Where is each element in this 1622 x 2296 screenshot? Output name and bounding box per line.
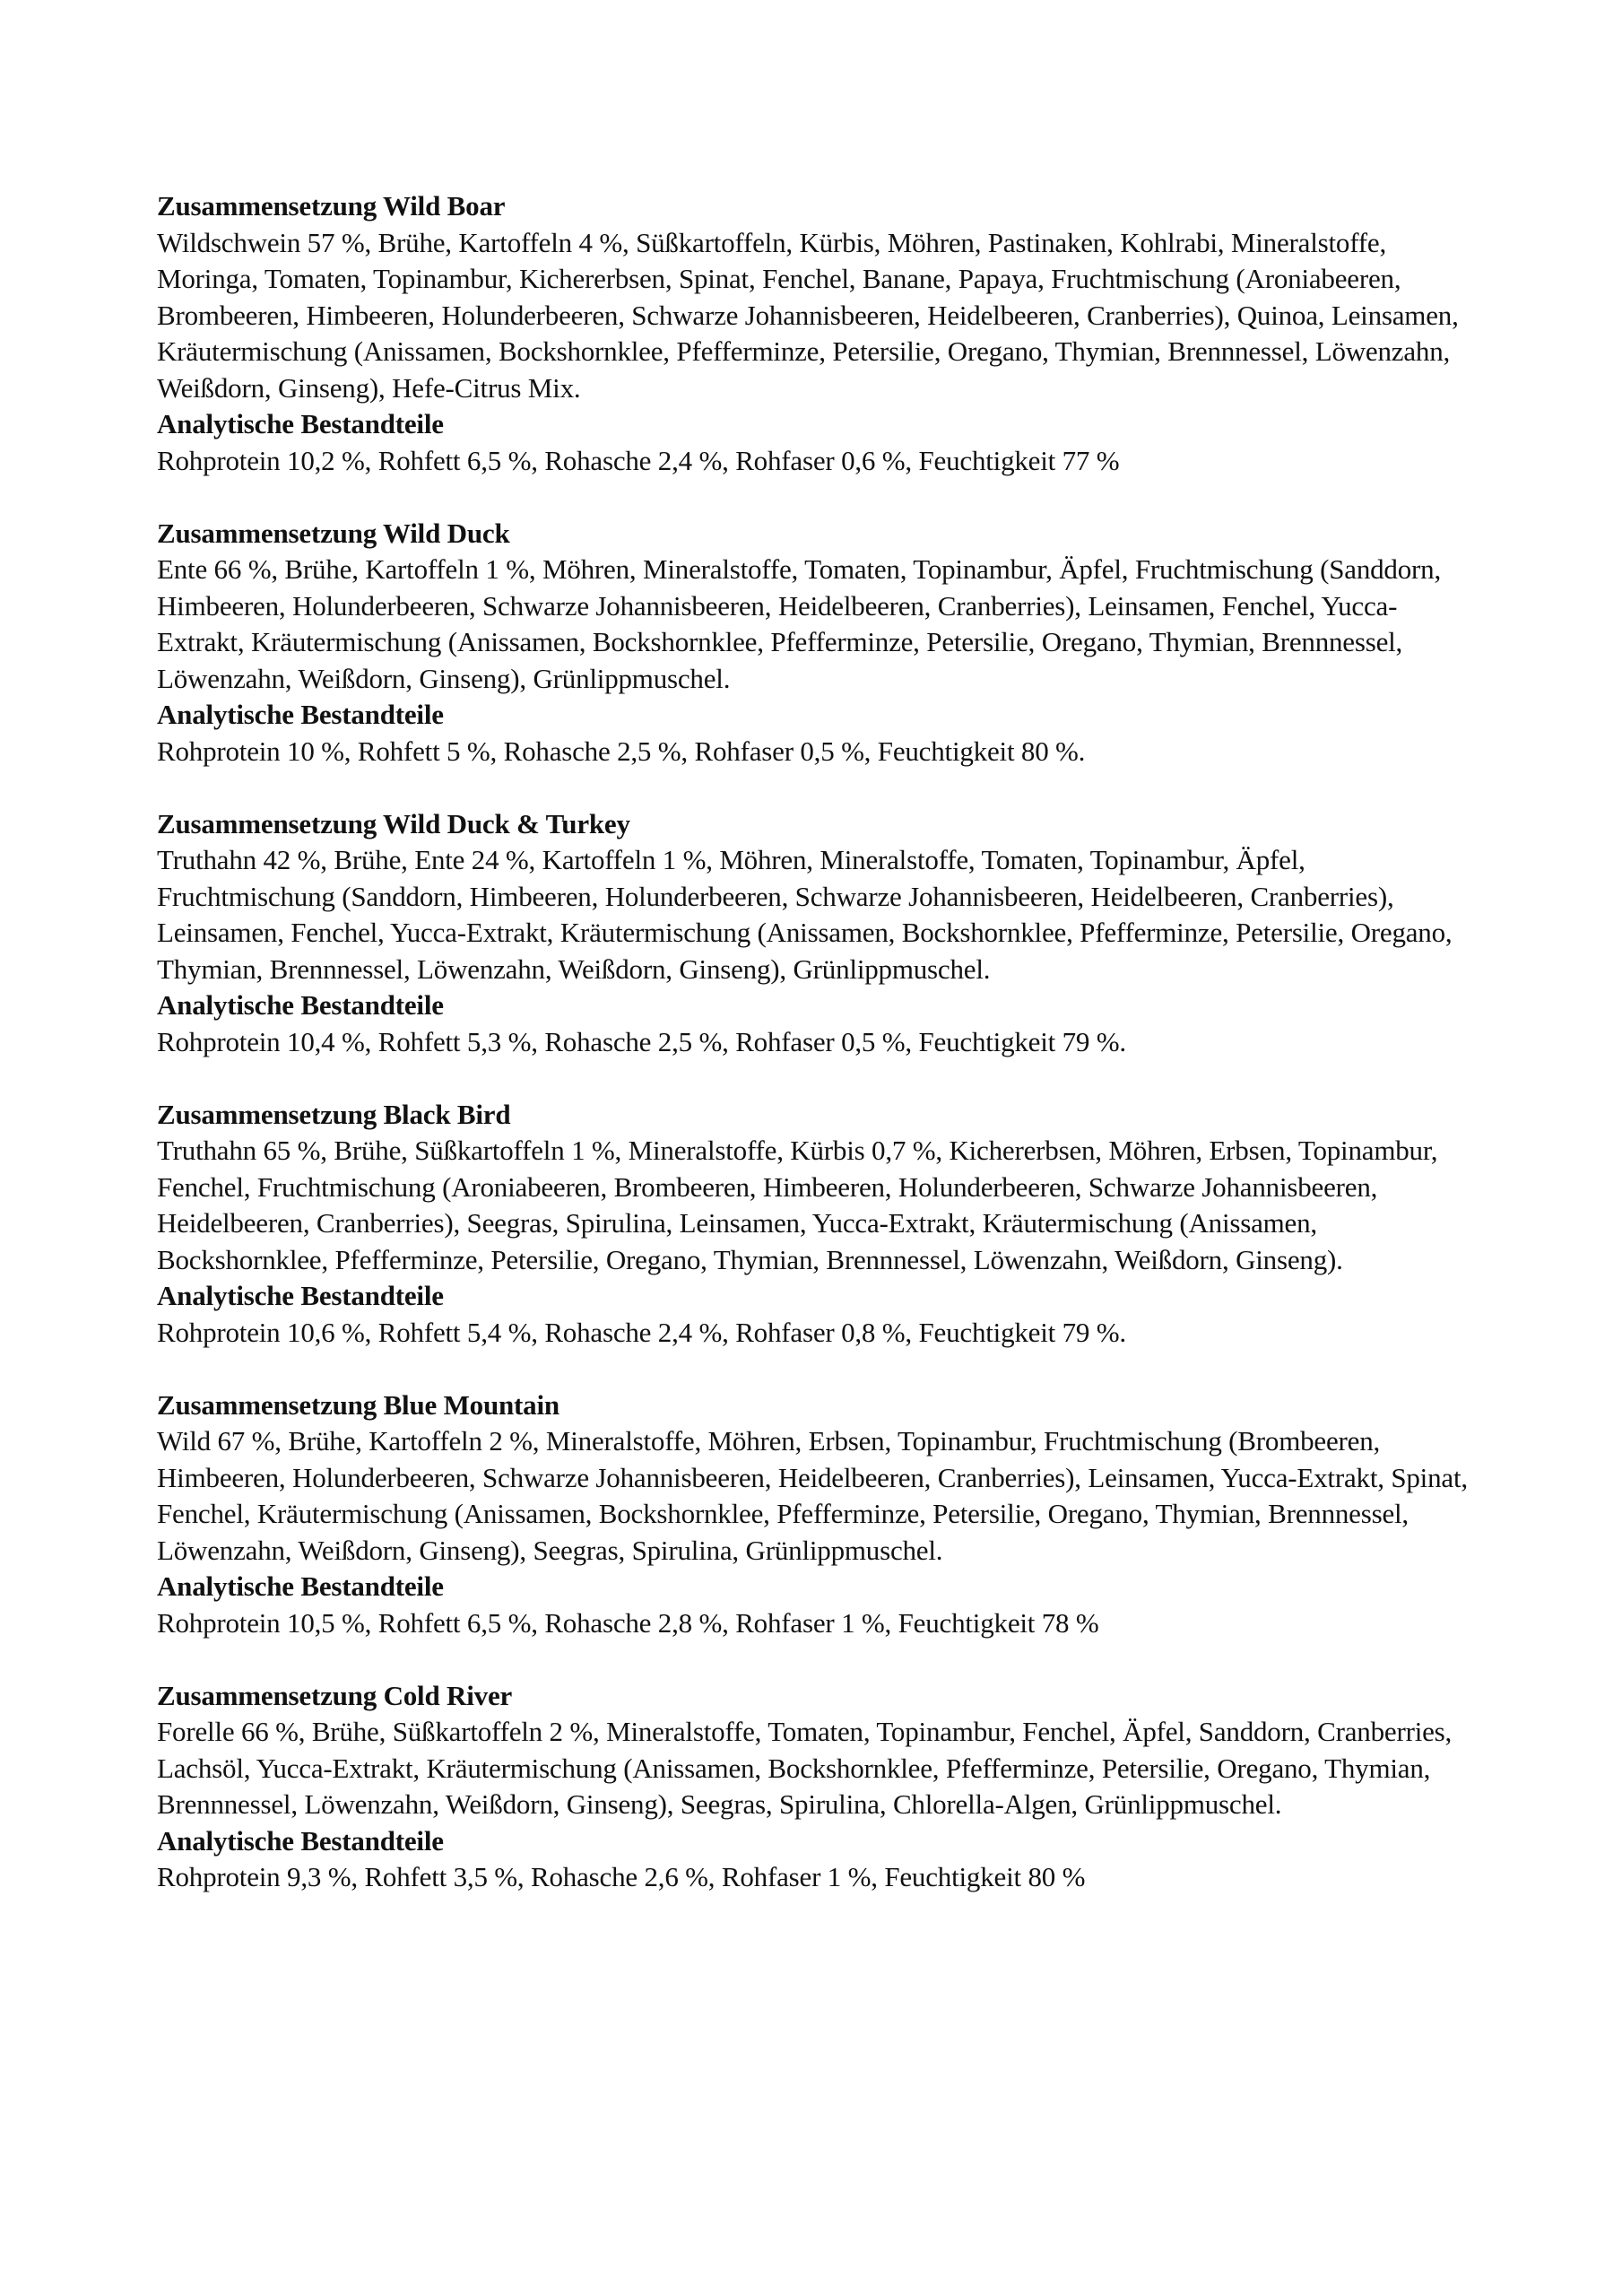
- composition-text: Forelle 66 %, Brühe, Süßkartoffeln 2 %, Mineralstoffe, Tomaten, Topinambur, Fenchel, Äpfel, Sanddorn, Cranberries, Lachsöl, Yucca-Extrakt, Kräutermischung (Anissamen, Bockshornklee, Pfefferminze, Petersilie, Oregano, Thymian, Brennnessel, Löwenzahn, Weißdorn, Ginseng), Seegras, Spirulina, Chlorella-Algen, Grünlippmuschel.: [157, 1716, 1453, 1820]
- document-page: [157, 188, 1484, 1932]
- analysis-heading: Analytische Bestandteile: [157, 1570, 444, 1602]
- composition-heading: Zusammensetzung Blue Mountain: [157, 1388, 559, 1421]
- analysis-heading: Analytische Bestandteile: [157, 408, 444, 439]
- analysis-heading: Analytische Bestandteile: [157, 1824, 444, 1857]
- analysis-text: Rohprotein 10,2 %, Rohfett 6,5 %, Rohasche 2,4 %, Rohfaser 0,6 %, Feuchtigkeit 77 %: [157, 444, 1120, 476]
- composition-text: Wildschwein 57 %, Brühe, Kartoffeln 4 %, Süßkartoffeln, Kürbis, Möhren, Pastinaken, Kohlrabi, Mineralstoffe, Moringa, Tomaten, Topinambur, Kichererbsen, Spinat, Fenchel, Banane, Papaya, Fruchtmischung (Aroniabeeren, Brombeeren, Himbeeren, Holunderbeeren, Schwarze Johannisbeeren, Heidelbeeren, Cranberries), Quinoa, Leinsamen, Kräutermischung (Anissamen, Bockshornklee, Pfefferminze, Petersilie, Oregano, Thymian, Brennnessel, Löwenzahn, Weißdorn, Ginseng), Hefe-Citrus Mix.: [157, 226, 1459, 404]
- product-section-wild-boar: [157, 188, 1484, 479]
- analysis-text: Rohprotein 10,4 %, Rohfett 5,3 %, Rohasche 2,5 %, Rohfaser 0,5 %, Feuchtigkeit 79 %.: [157, 1025, 1126, 1057]
- composition-heading: Zusammensetzung Wild Boar: [157, 190, 506, 222]
- analysis-heading: Analytische Bestandteile: [157, 1280, 444, 1311]
- analysis-text: Rohprotein 10,6 %, Rohfett 5,4 %, Rohasche 2,4 %, Rohfaser 0,8 %, Feuchtigkeit 79 %.: [157, 1316, 1126, 1348]
- analysis-text: Rohprotein 9,3 %, Rohfett 3,5 %, Rohasche 2,6 %, Rohfaser 1 %, Feuchtigkeit 80 %: [157, 1861, 1086, 1892]
- analysis-text: Rohprotein 10 %, Rohfett 5 %, Rohasche 2,5 %, Rohfaser 0,5 %, Feuchtigkeit 80 %.: [157, 735, 1086, 767]
- analysis-text: Rohprotein 10,5 %, Rohfett 6,5 %, Rohasche 2,8 %, Rohfaser 1 %, Feuchtigkeit 78 %: [157, 1606, 1099, 1639]
- analysis-heading: Analytische Bestandteile: [157, 699, 444, 730]
- product-section-wild-duck: [157, 516, 1484, 770]
- composition-heading: Zusammensetzung Wild Duck & Turkey: [157, 807, 630, 839]
- composition-text: Truthahn 65 %, Brühe, Süßkartoffeln 1 %, Mineralstoffe, Kürbis 0,7 %, Kichererbsen, Möhren, Erbsen, Topinambur, Fenchel, Fruchtmischung (Aroniabeeren, Brombeeren, Himbeeren, Holunderbeeren, Schwarze Johannisbeeren, Heidelbeeren, Cranberries), Seegras, Spirulina, Leinsamen, Yucca-Extrakt, Kräutermischung (Anissamen, Bockshornklee, Pfefferminze, Petersilie, Oregano, Thymian, Brennnessel, Löwenzahn, Weißdorn, Ginseng).: [157, 1135, 1438, 1275]
- analysis-heading: Analytische Bestandteile: [157, 989, 444, 1021]
- product-section-wild-duck-turkey: [157, 806, 1484, 1061]
- product-section-black-bird: [157, 1097, 1484, 1352]
- composition-text: Truthahn 42 %, Brühe, Ente 24 %, Kartoffeln 1 %, Möhren, Mineralstoffe, Tomaten, Topinambur, Äpfel, Fruchtmischung (Sanddorn, Himbeeren, Holunderbeeren, Schwarze Johannisbeeren, Heidelbeeren, Cranberries), Leinsamen, Fenchel, Yucca-Extrakt, Kräutermischung (Anissamen, Bockshornklee, Pfefferminze, Petersilie, Oregano, Thymian, Brennnessel, Löwenzahn, Weißdorn, Ginseng), Grünlippmuschel.: [157, 844, 1453, 985]
- composition-text: Wild 67 %, Brühe, Kartoffeln 2 %, Mineralstoffe, Möhren, Erbsen, Topinambur, Fruchtmischung (Brombeeren, Himbeeren, Holunderbeeren, Schwarze Johannisbeeren, Heidelbeeren, Cranberries), Leinsamen, Yucca-Extrakt, Spinat, Fenchel, Kräutermischung (Anissamen, Bockshornklee, Pfefferminze, Petersilie, Oregano, Thymian, Brennnessel, Löwenzahn, Weißdorn, Ginseng), Seegras, Spirulina, Grünlippmuschel.: [157, 1425, 1468, 1566]
- product-section-blue-mountain: [157, 1387, 1484, 1642]
- composition-heading: Zusammensetzung Black Bird: [157, 1098, 511, 1130]
- composition-heading: Zusammensetzung Wild Duck: [157, 517, 510, 549]
- composition-text: Ente 66 %, Brühe, Kartoffeln 1 %, Möhren, Mineralstoffe, Tomaten, Topinambur, Äpfel, Fruchtmischung (Sanddorn, Himbeeren, Holunderbeeren, Schwarze Johannisbeeren, Heidelbeeren, Cranberries), Leinsamen, Fenchel, Yucca-Extrakt, Kräutermischung (Anissamen, Bockshornklee, Pfefferminze, Petersilie, Oregano, Thymian, Brennnessel, Löwenzahn, Weißdorn, Ginseng), Grünlippmuschel.: [157, 553, 1442, 694]
- product-section-cold-river: [157, 1678, 1484, 1896]
- composition-heading: Zusammensetzung Cold River: [157, 1679, 513, 1711]
